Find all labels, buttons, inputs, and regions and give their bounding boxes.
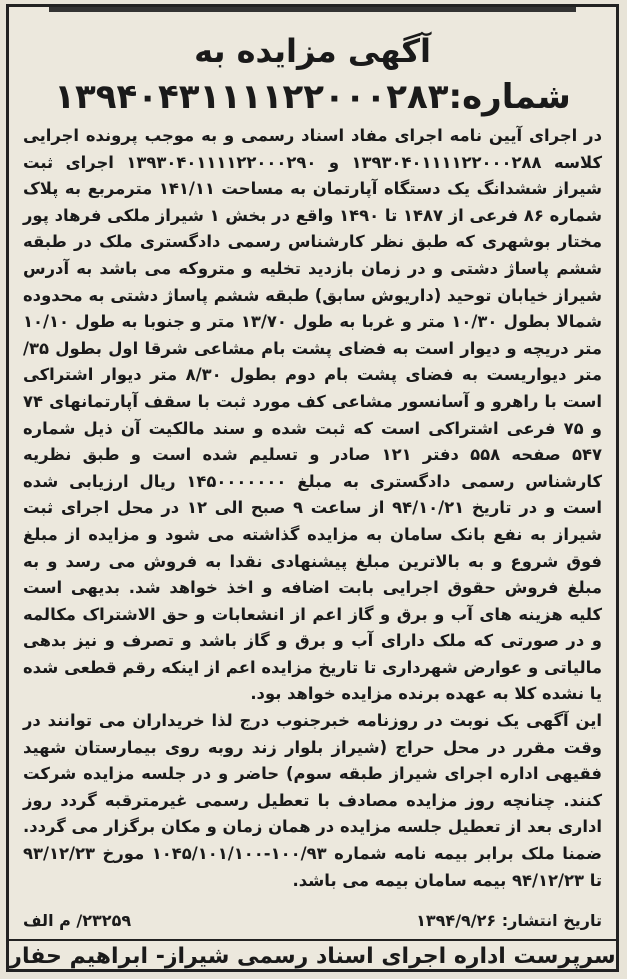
notice-number: شماره:۱۳۹۴۰۴۳۱۱۱۱۲۲۰۰۰۲۸۳ — [54, 77, 571, 117]
notice-title: آگهی مزایده به — [194, 32, 431, 70]
notice-sheet — [6, 4, 619, 972]
notice-code: ۲۳۲۵۹/ م الف — [23, 911, 132, 930]
notice-body — [23, 123, 602, 894]
signature-line: سرپرست اداره اجرای اسناد رسمی شیراز- ابراهیم حفار — [9, 939, 616, 972]
body-paragraph-2: این آگهی یک نوبت در روزنامه خبرجنوب درج لذا خریداران می توانند در وقت مقرر در محل حراج (شیراز بلوار زند روبه روی بیمارستان شهید فقیهی اداره اجرای شیراز طبقه سوم) حاضر و در جلسه مزایده شرکت کنند. چنانچه روز مزایده مصادف با تعطیل رسمی غیرمترقبه گردد روز اداری بعد از تعطیل جلسه مزایده در همان زمان و مکان برگزار می گردد. ضمنا ملک برابر بیمه نامه شماره ۱۰۰/۹۳-۱۰۴۵/۱۰۱/۱۰۰ مورخ ۹۳/۱۲/۲۳ تا ۹۴/۱۲/۲۳ بیمه سامان بیمه می باشد. — [23, 711, 602, 890]
body-paragraph-1: در اجرای آیین نامه اجرای مفاد اسناد رسمی و به موجب پرونده اجرایی کلاسه ۱۳۹۳۰۴۰۱۱۱۱۲۲۰۰۰۲۸۸ و ۱۳۹۳۰۴۰۱۱۱۱۲۲۰۰۰۲۹۰ اجرای ثبت شیراز ششدانگ یک دستگاه آپارتمان به مساحت ۱۴۱/۱۱ مترمربع به پلاک شماره ۸۶ فرعی از ۱۴۸۷ تا ۱۴۹۰ واقع در بخش ۱ شیراز ملکی فرهاد پور مختار بوشهری که طبق نظر کارشناس رسمی دادگستری ملک در طبقه ششم پاساژ دشتی و در زمان بازدید تخلیه و متروکه می باشد به آدرس شیراز خیابان توحید (داریوش سابق) طبقه ششم پاساژ دشتی به محدوده شمالا بطول ۱۰/۳۰ متر و غربا به طول ۱۳/۷۰ متر و جنوبا به طول ۱۰/۱۰ متر دریچه و دیوار است به فضای پشت بام مشاعی شرقا اول بطول ۳۵/ متر دیواریست به فضای پشت بام دوم بطول ۸/۳۰ متر دیوار اشتراکی است با راهرو و آسانسور مشاعی کف مورد ثبت با سقف آپارتمانهای ۷۴ و ۷۵ فرعی اشتراکی است که ثبت شده و سند مالکیت آن ذیل شماره ۵۴۷ صفحه ۵۵۸ دفتر ۱۲۱ صادر و تسلیم شده است و طبق نظریه کارشناس رسمی دادگستری به مبلغ ۱۴۵۰۰۰۰۰۰۰ ریال ارزیابی شده است و در تاریخ ۹۴/۱۰/۲۱ از ساعت ۹ صبح الی ۱۲ در محل اجرای ثبت شیراز به نفع بانک سامان به مزایده گذاشته می شود و مزایده از مبلغ فوق شروع و به بالاترین مبلغ پیشنهادی نقدا به فروش می رسد و به مبلغ فروش حقوق اجرایی بابت اضافه و اخذ خواهد شد. بدیهی است کلیه هزینه های آب و برق و گاز اعم از انشعابات و حق الاشتراک مکالمه و در صورتی که ملک دارای آب و برق و گاز باشد و تصرف و نیز بدهی مالیاتی و عوارض شهرداری تا تاریخ مزایده اعم از اینکه رقم قطعی شده یا نشده کلا به عهده برنده مزایده خواهد بود. — [23, 126, 603, 704]
footer-meta — [23, 907, 602, 937]
publish-date: تاریخ انتشار: ۱۳۹۴/۹/۲۶ — [416, 911, 602, 930]
top-strip — [49, 4, 576, 12]
